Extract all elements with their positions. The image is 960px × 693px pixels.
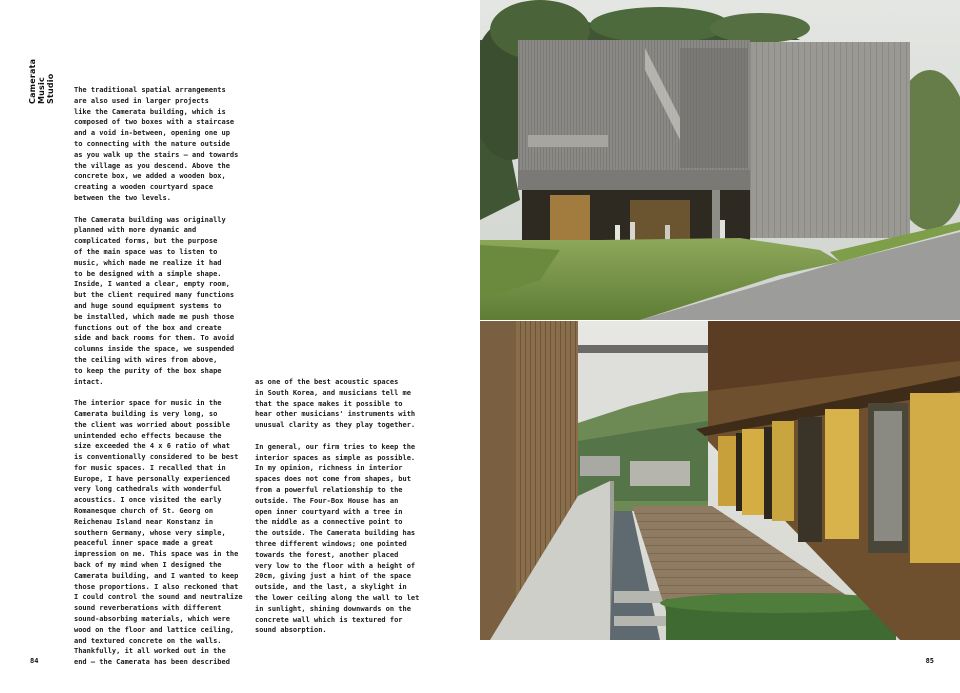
text-column-2	[255, 377, 430, 647]
page-number-right: 85	[925, 657, 934, 665]
courtyard-photo	[480, 321, 960, 640]
running-head: Camerata Music Studio	[28, 58, 55, 104]
paragraph: The traditional spatial arrangements are also used in larger projects like the Camerata building, which is composed of two boxes with a staircase and a void in-between, opening one up to connecting with the nature outside as you walk up the stairs – and towards the village as you descend. Above the concrete box, we added a wooden box, creating a wooden courtyard space between the two levels.	[74, 86, 239, 202]
courtyard-photo-image	[480, 321, 960, 640]
page-number-left: 84	[30, 657, 39, 665]
paragraph: In general, our firm tries to keep the interior spaces as simple as possible. In my opinion, richness in interior spaces does not come from shapes, but from a powerful relationship to the outside. The Four-Box House has an open inner courtyard with a tree in the middle as a connective point to the outside. The Camerata building has three different windows; one pointed towards the forest, another placed very low to the floor with a height of 20cm, giving just a hint of the space outside, and the last, a skylight in the lower ceiling along the wall to let in sunlight, shining downwards on the concrete wall which is textured for sound absorption.	[255, 442, 420, 635]
exterior-photo-image	[480, 0, 960, 320]
paragraph: as one of the best acoustic spaces in South Korea, and musicians tell me that the space makes it possible to hear other musicians' instruments with unusual clarity as they play together.	[255, 378, 416, 430]
paragraph: The Camerata building was originally planned with more dynamic and complicated forms, but the purpose of the main space was to listen to music, which made me realize it had to be designed with a simple shape. Inside, I wanted a clear, empty room, but the client required many functions and huge sound equipment systems to be installed, which made me push those functions out of the box and create side and back rooms for them. To avoid columns inside the space, we suspended the ceiling with wires from above, to keep the purity of the box shape intact.	[74, 215, 235, 386]
exterior-photo	[480, 0, 960, 320]
paragraph: The interior space for music in the Camerata building is very long, so the client was worried about possible unintended echo effects because the size exceeded the 4 x 6 ratio of what is conventionally considered to be best for music spaces. I recalled that in Europe, I have personally experienced very long cathedrals with wonderful acoustics. I once visited the early Romanesque church of St. Georg on Reichenau Island near Konstanz in southern Germany, whose very simple, peaceful inner space made a great impression on me. This space was in the back of my mind when I designed the Camerata building, and I wanted to keep those proportions. I also reckoned that I could control the sound and neutralize sound reverberations with different sound-absorbing materials, which were wood on the floor and lattice ceiling, and textured concrete on the walls. Thankfully, it all worked out in the end – the Camerata has been described	[74, 399, 243, 667]
text-column-1	[74, 85, 249, 679]
